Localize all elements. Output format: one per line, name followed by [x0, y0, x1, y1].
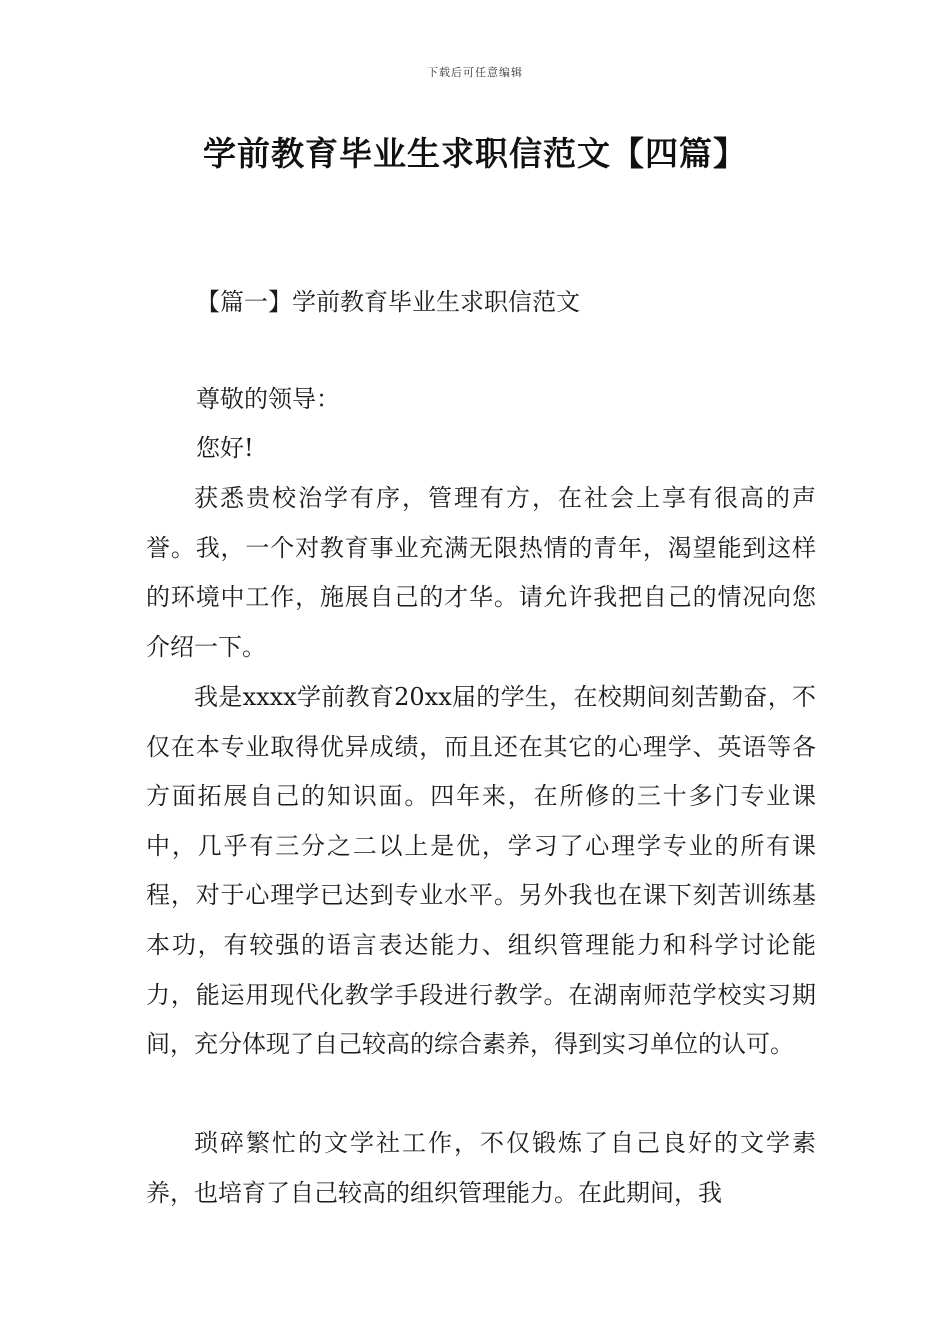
header-note: 下载后可任意编辑	[427, 66, 523, 79]
document-title: 学前教育毕业生求职信范文【四篇】	[203, 134, 747, 173]
paragraph-1: 获悉贵校治学有序，管理有方，在社会上享有很高的声誉。我，一个对教育事业充满无限热情的青年，渴望能到这样的环境中工作，施展自己的才华。请允许我把自己的情况向您介绍一下。	[146, 484, 816, 661]
salutation: 尊敬的领导：	[196, 385, 340, 413]
section-heading: 【篇一】学前教育毕业生求职信范文	[196, 288, 580, 316]
greeting: 您好!	[196, 434, 254, 462]
paragraph-3: 琐碎繁忙的文学社工作，不仅锻炼了自己良好的文学素养，也培育了自己较高的组织管理能力。在此期间，我	[146, 1129, 816, 1207]
paragraph-2: 我是xxxx学前教育20xx届的学生，在校期间刻苦勤奋，不仅在本专业取得优异成绩，而且还在其它的心理学、英语等各方面拓展自己的知识面。四年来，在所修的三十多门专业课中，几乎有三分之二以上是优，学习了心理学专业的所有课程，对于心理学已达到专业水平。另外我也在课下刻苦训练基本功，有较强的语言表达能力、组织管理能力和科学讨论能力，能运用现代化教学手段进行教学。在湖南师范学校实习期间，充分体现了自己较高的综合素养，得到实习单位的认可。	[146, 683, 816, 1059]
